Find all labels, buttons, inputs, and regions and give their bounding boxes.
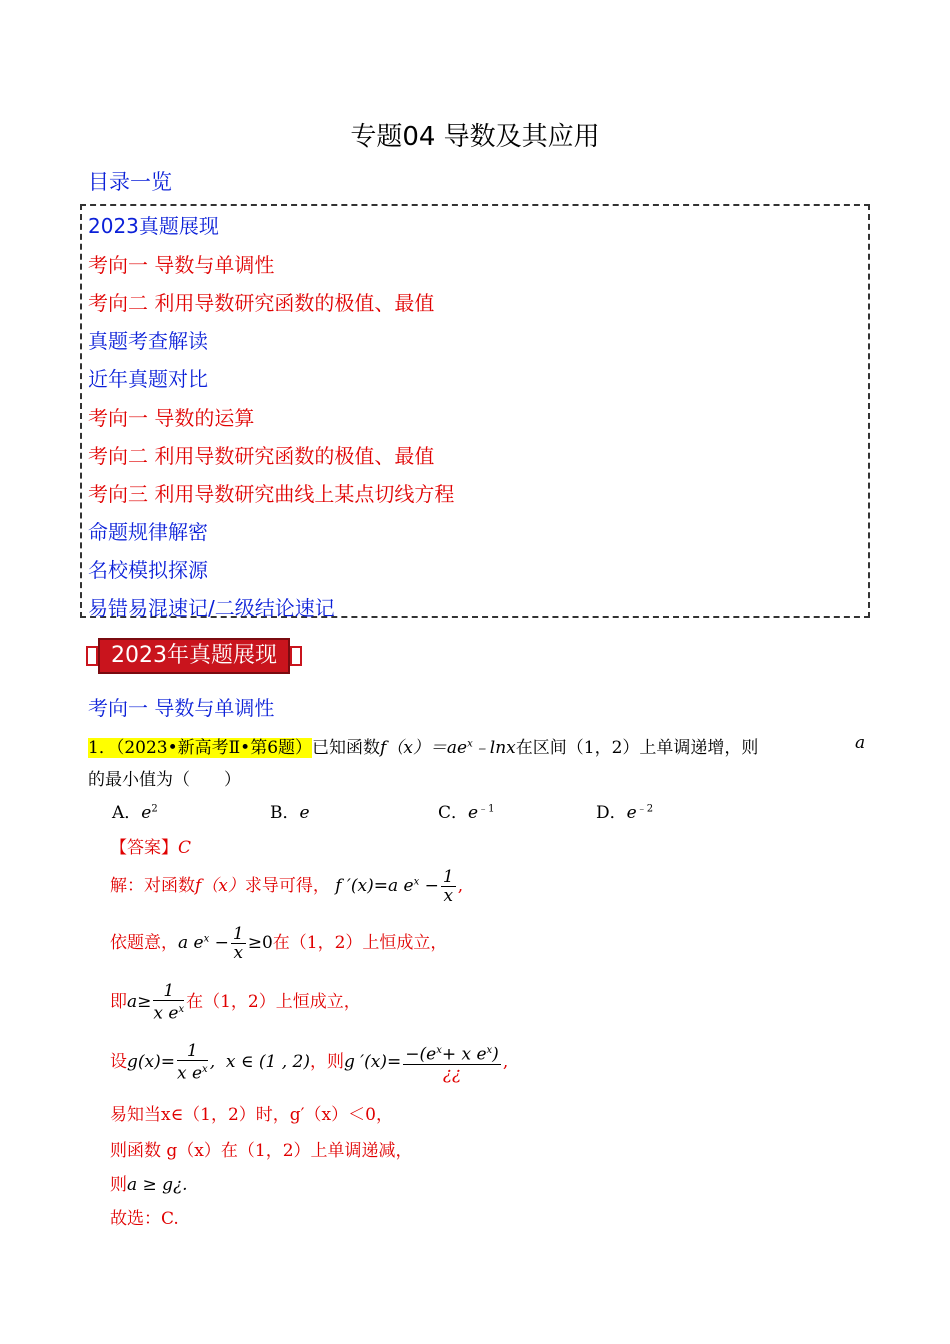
option-d[interactable]: D．$e^{﹣2}$: [596, 803, 654, 823]
toc-item[interactable]: 考向一 导数的运算: [88, 406, 255, 430]
toc-item[interactable]: 命题规律解密: [88, 520, 208, 544]
toc-item[interactable]: 考向一 导数与单调性: [88, 253, 275, 277]
page-title: 专题04 导数及其应用: [350, 122, 600, 152]
solution-step-2: 依题意，a $e^x$ − $\frac{1}{x}$ ≥0在（1，2）上恒成立，: [110, 924, 448, 963]
toc-item[interactable]: 考向三 利用导数研究曲线上某点切线方程: [88, 482, 455, 506]
toc-item[interactable]: 2023真题展现: [88, 214, 219, 238]
question-source: 1．（2023•新高考Ⅱ•第6题）: [88, 738, 313, 758]
question-var-a: a: [855, 733, 866, 753]
toc-item[interactable]: 近年真题对比: [88, 367, 208, 391]
solution-step-5: 易知当x∈（1，2）时，g′（x）＜0，: [110, 1105, 393, 1125]
solution-step-4: 设g(x)= $\frac{1}{x e^x}$ , x ∈ (1 , 2)，则g ′(x)= $\frac{-(e^x+ x e^x)}{¿¿}$ ,: [110, 1041, 509, 1084]
toc-item[interactable]: 考向二 利用导数研究函数的极值、最值: [88, 291, 435, 315]
option-c[interactable]: C．$e^{﹣1}$: [438, 803, 495, 823]
toc-heading: 目录一览: [88, 170, 172, 194]
toc-item[interactable]: 名校模拟探源: [88, 558, 208, 582]
question-line: 1．（2023•新高考Ⅱ•第6题）已知函数$f(x)=ae^x﹣\ln x$在区间（1，2）上单调递增，则: [88, 738, 759, 758]
solution-step-7: 则a ≥ g¿.: [110, 1175, 188, 1195]
solution-step-3: 即a≥ $\frac{1}{x e^x}$ 在（1，2）上恒成立，: [110, 981, 361, 1024]
solution-step-6: 则函数 g（x）在（1，2）上单调递减，: [110, 1141, 413, 1161]
section-heading: 考向一 导数与单调性: [88, 696, 275, 720]
question-line-2: 的最小值为（ ）: [88, 770, 241, 790]
option-a[interactable]: A．$e^2$: [112, 803, 158, 823]
banner-left-ornament: [86, 646, 98, 666]
answer: 【答案】C: [110, 838, 192, 858]
toc-item[interactable]: 易错易混速记/二级结论速记: [88, 596, 335, 620]
banner-text: 2023年真题展现: [98, 638, 290, 674]
toc-item[interactable]: 考向二 利用导数研究函数的极值、最值: [88, 444, 435, 468]
section-banner: [84, 632, 304, 680]
banner-right-ornament: [290, 646, 302, 666]
toc-box: [80, 204, 870, 618]
solution-step-8: 故选：C.: [110, 1209, 179, 1229]
solution-step-1: 解：对函数f（x）求导可得， f ′(x)=a $e^x$ − $\frac{1}{x}$ ,: [110, 867, 464, 906]
toc-item[interactable]: 真题考查解读: [88, 329, 208, 353]
option-b[interactable]: B．e: [270, 803, 310, 823]
